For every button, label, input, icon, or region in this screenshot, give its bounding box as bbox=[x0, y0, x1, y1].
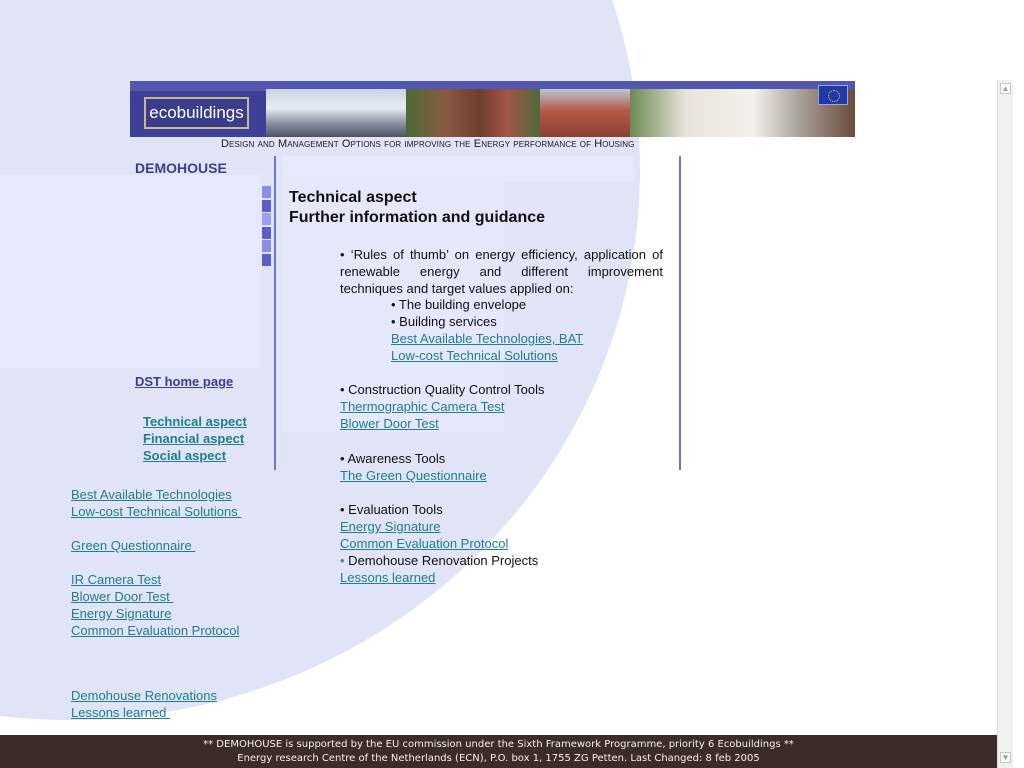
banner-photo-glass-building bbox=[266, 89, 406, 137]
dst-home-link[interactable]: DST home page bbox=[135, 374, 234, 389]
footer-line-2: Energy research Centre of the Netherlands (ECN), P.O. box 1, 1755 ZG Petten. Last Changed: 8 feb 2005 bbox=[237, 753, 760, 764]
scroll-up-icon[interactable]: ▲ bbox=[1001, 84, 1010, 93]
link-energy-signature[interactable]: Energy Signature bbox=[340, 519, 441, 534]
tagline-text: Design and Management Options for improving the Energy performance of Housing bbox=[221, 138, 635, 150]
title-panel bbox=[282, 156, 634, 182]
banner-photo-brick-housing bbox=[406, 89, 540, 137]
projects-bullet: • bbox=[340, 553, 345, 568]
header-banner bbox=[130, 81, 855, 137]
social-aspect-link[interactable]: Social aspect bbox=[143, 448, 227, 463]
sidebar-panel bbox=[0, 175, 262, 368]
vertical-scrollbar[interactable] bbox=[997, 80, 1013, 768]
financial-aspect-link[interactable]: Financial aspect bbox=[143, 431, 245, 446]
sidebar-link-low-cost[interactable]: Low-cost Technical Solutions bbox=[71, 504, 242, 519]
projects-heading-text: Demohouse Renovation Projects bbox=[344, 553, 539, 568]
link-thermographic-camera[interactable]: Thermographic Camera Test bbox=[340, 399, 505, 414]
sidebar-bar bbox=[262, 240, 271, 252]
sidebar-link-demohouse-renovations[interactable]: Demohouse Renovations bbox=[71, 688, 217, 703]
sidebar-link-green-questionnaire[interactable]: Green Questionnaire bbox=[71, 538, 196, 553]
projects-heading bbox=[340, 553, 538, 568]
eu-flag-icon bbox=[818, 85, 848, 105]
sidebar-link-ir-camera[interactable]: IR Camera Test bbox=[71, 572, 162, 587]
sidebar-link-blower-door[interactable]: Blower Door Test bbox=[71, 589, 174, 604]
bullet-building-envelope: • The building envelope bbox=[391, 297, 527, 312]
sidebar-link-lessons-learned[interactable]: Lessons learned bbox=[71, 705, 171, 720]
eu-stars-icon bbox=[828, 90, 840, 102]
bullet-building-services: • Building services bbox=[391, 314, 497, 329]
scroll-down-icon[interactable]: ▼ bbox=[1001, 753, 1010, 762]
ecobuildings-logo[interactable]: ecobuildings bbox=[144, 97, 249, 129]
link-green-questionnaire[interactable]: The Green Questionnaire bbox=[340, 468, 487, 483]
page-title: Technical aspect bbox=[289, 189, 417, 206]
background-band bbox=[0, 80, 130, 140]
construction-heading: • Construction Quality Control Tools bbox=[340, 382, 545, 397]
link-lessons-learned[interactable]: Lessons learned bbox=[340, 570, 436, 585]
link-evaluation-protocol[interactable]: Common Evaluation Protocol bbox=[340, 536, 509, 551]
right-divider bbox=[679, 156, 681, 470]
awareness-heading: • Awareness Tools bbox=[340, 451, 446, 466]
link-bat[interactable]: Best Available Technologies, BAT bbox=[391, 331, 584, 346]
sidebar-link-energy-signature[interactable]: Energy Signature bbox=[71, 606, 172, 621]
sidebar-bar bbox=[262, 200, 271, 212]
sidebar-link-bat[interactable]: Best Available Technologies bbox=[71, 487, 232, 502]
intro-paragraph: • ‘Rules of thumb’ on energy efficiency, application of renewable energy and different improvement techniques and target values applied on: bbox=[340, 247, 663, 296]
left-divider bbox=[274, 156, 276, 470]
footer-line-1: ** DEMOHOUSE is supported by the EU commission under the Sixth Framework Programme, priority 6 Ecobuildings ** bbox=[203, 739, 794, 750]
footer bbox=[0, 735, 997, 768]
link-blower-door[interactable]: Blower Door Test bbox=[340, 416, 439, 431]
section-title: DEMOHOUSE bbox=[135, 160, 227, 176]
sidebar-bar bbox=[262, 186, 271, 198]
sidebar-bar bbox=[262, 213, 271, 225]
banner-photo-red-building bbox=[540, 89, 630, 137]
evaluation-heading: • Evaluation Tools bbox=[340, 502, 443, 517]
sidebar-bar bbox=[262, 227, 271, 239]
sidebar-bar bbox=[262, 254, 271, 266]
page-subtitle: Further information and guidance bbox=[289, 209, 546, 226]
sidebar-link-evaluation-protocol[interactable]: Common Evaluation Protocol bbox=[71, 623, 240, 638]
link-low-cost-solutions[interactable]: Low-cost Technical Solutions bbox=[391, 348, 558, 363]
site-tagline bbox=[221, 138, 821, 150]
technical-aspect-link[interactable]: Technical aspect bbox=[143, 414, 247, 429]
